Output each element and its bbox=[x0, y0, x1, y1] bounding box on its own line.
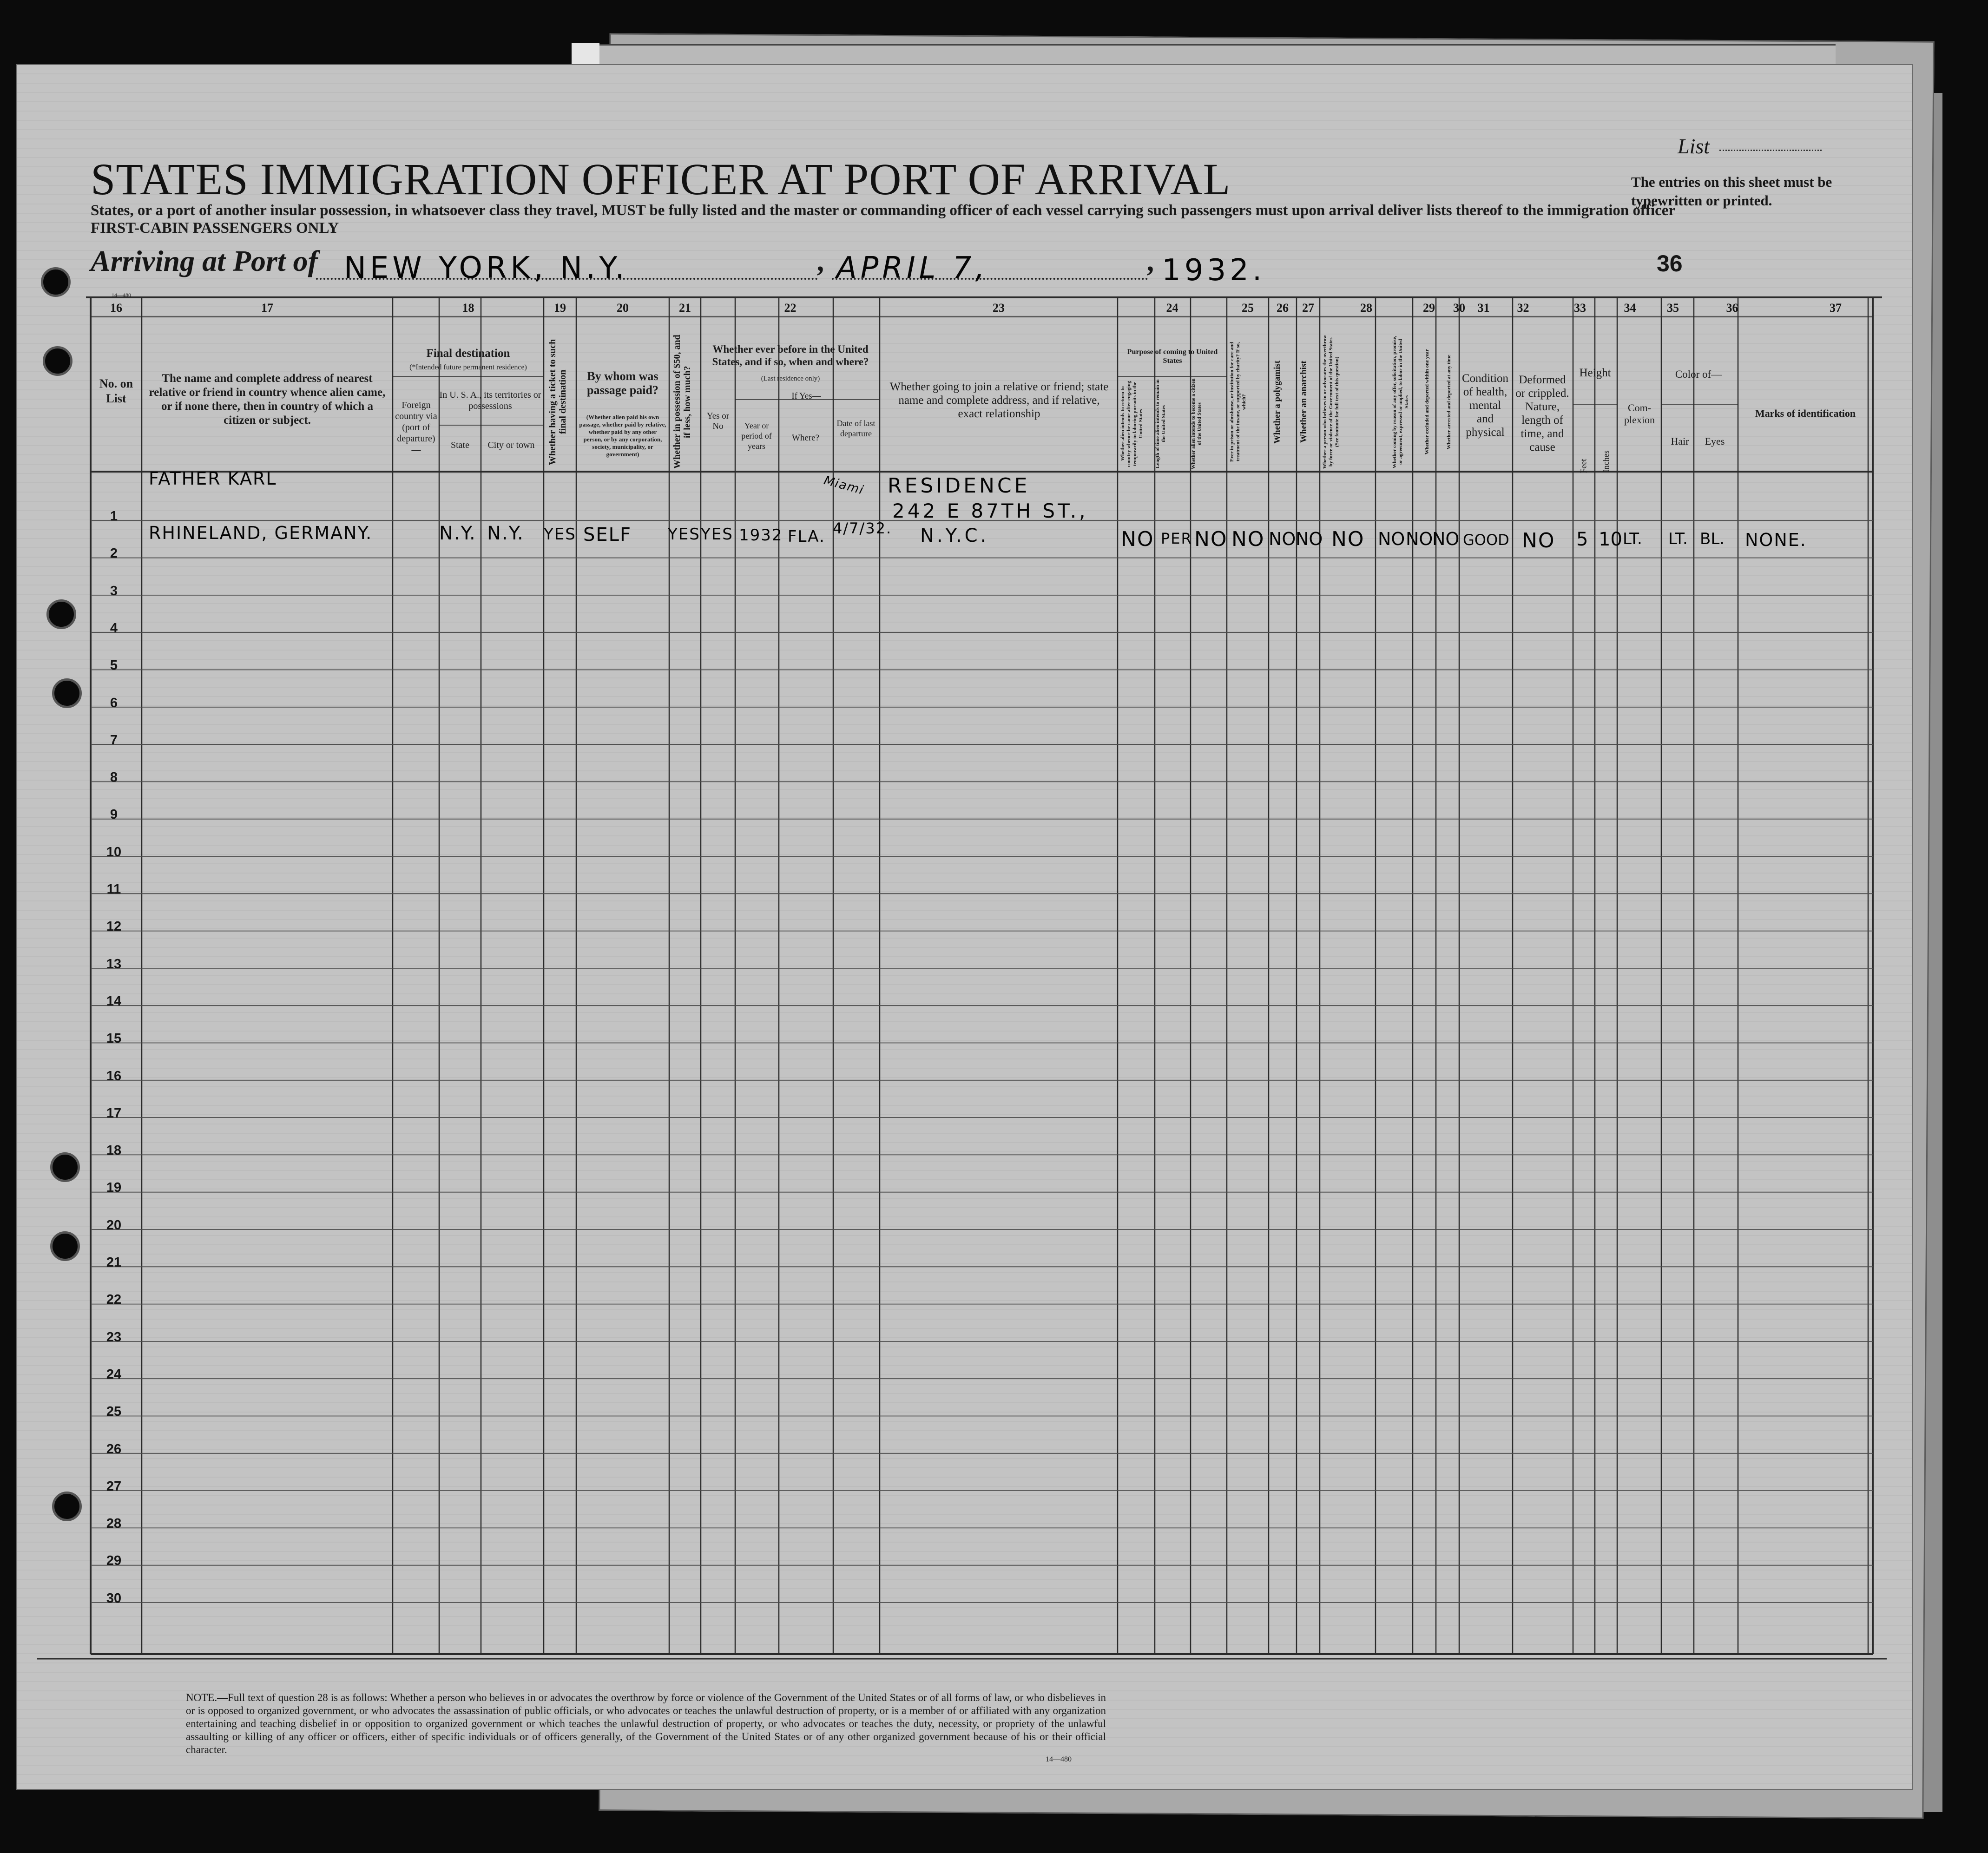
join-line-2: 242 E 87TH ST., bbox=[892, 499, 1088, 522]
col-num-32: 32 bbox=[1517, 301, 1529, 315]
row-number: 30 bbox=[106, 1590, 122, 1606]
anarchist-value: NO bbox=[1296, 529, 1323, 549]
health-value: GOOD bbox=[1463, 531, 1509, 549]
col-num-26: 26 bbox=[1277, 301, 1289, 315]
place-note: Miami bbox=[822, 473, 866, 498]
row-number: 23 bbox=[106, 1329, 122, 1345]
header-nearest-relative: The name and complete address of nearest relative or friend in country whence alien came, or if none there, then in country of which a citizen or subject. bbox=[149, 372, 386, 427]
complexion-value: LT. bbox=[1623, 530, 1642, 548]
header-ever-before-sub: (Last residence only) bbox=[761, 375, 820, 382]
paid-by-value: SELF bbox=[583, 524, 632, 545]
polygamist-value: NO bbox=[1269, 529, 1296, 549]
row-number: 4 bbox=[110, 620, 118, 636]
header-final-destination-sub: (*Intended future permanent residence) bbox=[409, 363, 527, 371]
departure-date-value: 4/7/32. bbox=[833, 519, 892, 537]
header-anarchist: Whether an anarchist bbox=[1299, 361, 1309, 443]
row-number: 6 bbox=[110, 695, 118, 710]
list-label: List bbox=[1678, 134, 1710, 158]
header-passage-paid-sub: (Whether alien paid his own passage, whether paid by relative, whether paid by any other person, or by any corporation, society, municipality, or government) bbox=[579, 414, 666, 458]
header-where: Where? bbox=[791, 433, 820, 443]
join-line-3: N.Y.C. bbox=[920, 525, 989, 546]
header-year-period: Year or period of years bbox=[741, 421, 772, 451]
col-num-33: 33 bbox=[1574, 301, 1586, 315]
header-state: State bbox=[451, 440, 469, 450]
join-line-1: RESIDENCE bbox=[888, 474, 1030, 498]
header-purpose-a: Whether alien intends to return to country whence he came after engaging temporarily in laboring pursuits in the United States bbox=[1120, 381, 1144, 467]
feet-value: 5 bbox=[1576, 529, 1589, 550]
row-number: 11 bbox=[106, 882, 121, 897]
header-marks: Marks of identification bbox=[1755, 407, 1856, 419]
col-num-18: 18 bbox=[462, 301, 474, 315]
row-number: 17 bbox=[106, 1105, 122, 1121]
header-passage-paid: By whom was passage paid? bbox=[587, 369, 658, 397]
col-num-28: 28 bbox=[1360, 301, 1372, 315]
col-num-23: 23 bbox=[993, 301, 1005, 315]
fifty-value: YES bbox=[668, 525, 700, 544]
header-no-on-list: No. on List bbox=[99, 377, 133, 405]
dest-city: N.Y. bbox=[487, 523, 524, 544]
header-eyes: Eyes bbox=[1705, 435, 1725, 447]
header-arrested: Whether arrested and deported at any time bbox=[1446, 355, 1452, 449]
header-date-departure: Date of last departure bbox=[836, 419, 876, 438]
hair-value: LT. bbox=[1668, 530, 1688, 548]
where-value: FLA. bbox=[788, 527, 825, 546]
sheet-number: 36 bbox=[1657, 250, 1683, 276]
col-num-20: 20 bbox=[617, 301, 629, 315]
row-number: 13 bbox=[106, 956, 122, 972]
header-ticket: Whether having a ticket to such final destination bbox=[547, 339, 568, 465]
header-purpose-c: Whether alien intends to become a citizen of the United States bbox=[1191, 378, 1202, 469]
row-number: 24 bbox=[106, 1367, 122, 1382]
row-number: 2 bbox=[110, 546, 118, 561]
col-num-30: 30 bbox=[1453, 301, 1465, 315]
col-num-27: 27 bbox=[1302, 301, 1314, 315]
header-final-destination: Final destination bbox=[426, 347, 510, 360]
row-number: 20 bbox=[106, 1217, 122, 1233]
relative-name: FATHER KARL bbox=[149, 468, 277, 489]
header-labor-offer: Whether coming by reason of any offer, solicitation, promise, or agreement, expressed or implied, to labor in the United States bbox=[1392, 335, 1409, 468]
row-number: 22 bbox=[106, 1292, 122, 1308]
col-num-21: 21 bbox=[679, 301, 691, 315]
col-num-25: 25 bbox=[1242, 301, 1254, 315]
header-excluded: Whether excluded and deported within one year bbox=[1424, 349, 1430, 455]
prison-value: NO bbox=[1231, 527, 1265, 551]
labor-value: NO bbox=[1378, 529, 1405, 549]
header-purpose: Purpose of coming to United States bbox=[1127, 348, 1218, 365]
col-num-36: 36 bbox=[1726, 301, 1738, 315]
header-yes-no: Yes or No bbox=[706, 411, 730, 431]
row-number: 1 bbox=[110, 509, 118, 524]
inches-value: 10 bbox=[1599, 529, 1622, 550]
purpose-a-value: NO bbox=[1121, 527, 1154, 551]
header-join-relative: Whether going to join a relative or friend; state name and complete address, and if relative, exact relationship bbox=[889, 381, 1109, 420]
col-num-19: 19 bbox=[554, 301, 566, 315]
row-number: 12 bbox=[106, 919, 122, 934]
row-number: 15 bbox=[106, 1031, 122, 1046]
arrested-value: NO bbox=[1432, 529, 1460, 549]
header-city: City or town bbox=[487, 440, 535, 450]
first-cabin-label: FIRST-CABIN PASSENGERS ONLY bbox=[91, 220, 339, 237]
row-number: 9 bbox=[110, 807, 118, 822]
page-title: STATES IMMIGRATION OFFICER AT PORT OF ARRIVAL bbox=[91, 154, 1231, 204]
row-number: 16 bbox=[106, 1068, 122, 1084]
row-number: 14 bbox=[106, 993, 122, 1009]
relative-address: RHINELAND, GERMANY. bbox=[149, 523, 373, 543]
row-number: 25 bbox=[106, 1404, 122, 1419]
year-before-value: 1932 bbox=[739, 526, 783, 545]
year-comma: , bbox=[1148, 244, 1155, 277]
purpose-b-value: PER bbox=[1161, 530, 1192, 547]
row-number: 8 bbox=[110, 770, 118, 785]
instruction-line: States, or a port of another insular possession, in whatsoever class they travel, MUST be fully listed and the master or commanding officer of each vessel carrying such passengers must upon arrival deliver lists thereof to the immigration officer bbox=[91, 202, 1676, 219]
marks-value: NONE. bbox=[1745, 530, 1807, 550]
row-number: 26 bbox=[106, 1441, 122, 1457]
row-number: 7 bbox=[110, 732, 118, 748]
col-num-37: 37 bbox=[1830, 301, 1842, 315]
col-num-29: 29 bbox=[1423, 301, 1435, 315]
row-number: 29 bbox=[106, 1553, 122, 1569]
header-foreign-country: Foreign country via (port of departure)— bbox=[395, 400, 437, 455]
header-overthrow: Whether a person who believes in or advocates the overthrow by force or violence of the Government of the United States (See footnote for full text of this question) bbox=[1322, 335, 1340, 469]
port-value: NEW YORK, N.Y. bbox=[344, 251, 628, 285]
header-complexion: Com- plexion bbox=[1624, 402, 1655, 426]
row-number: 28 bbox=[106, 1516, 122, 1531]
col-num-22: 22 bbox=[784, 301, 797, 315]
purpose-c-value: NO bbox=[1194, 527, 1228, 551]
col-num-35: 35 bbox=[1667, 301, 1679, 315]
header-prison: Ever in prison or almshouse, or institution for care and treatment of the insane, or supported by charity? If so, which? bbox=[1229, 342, 1247, 462]
excluded-value: NO bbox=[1406, 529, 1433, 549]
header-height: Height bbox=[1579, 367, 1611, 379]
row-number: 10 bbox=[106, 844, 122, 860]
col-num-16: 16 bbox=[110, 301, 122, 315]
comma: , bbox=[818, 244, 825, 277]
row-number: 19 bbox=[106, 1180, 122, 1196]
corner-code: 14—480 bbox=[112, 292, 131, 298]
date-value: APRIL 7, bbox=[836, 251, 988, 285]
header-health: Condition of health, mental and physical bbox=[1461, 372, 1508, 439]
col-num-17: 17 bbox=[261, 301, 273, 315]
form-code: 14—480 bbox=[1046, 1755, 1072, 1763]
row-number: 3 bbox=[110, 583, 118, 598]
arriving-label: Arriving at Port of bbox=[91, 244, 318, 277]
before-value: YES bbox=[701, 525, 733, 544]
year-value: 1932. bbox=[1162, 253, 1266, 288]
row-number: 27 bbox=[106, 1478, 122, 1494]
header-deformed: Deformed or crippled. Nature, length of time, and cause bbox=[1515, 374, 1569, 453]
eyes-value: BL. bbox=[1700, 530, 1725, 548]
dest-state: N.Y. bbox=[439, 523, 476, 544]
header-if-yes: If Yes— bbox=[791, 391, 821, 401]
header-usa: In U. S. A., its territories or possessions bbox=[439, 390, 541, 411]
header-purpose-b: Length of time alien intends to remain in the United States bbox=[1155, 379, 1166, 468]
header-inches: Inches bbox=[1601, 450, 1611, 473]
col-num-34: 34 bbox=[1624, 301, 1636, 315]
row-number: 18 bbox=[106, 1143, 122, 1158]
row-number: 5 bbox=[110, 658, 118, 673]
header-hair: Hair bbox=[1671, 435, 1689, 447]
deformed-value: NO bbox=[1522, 529, 1555, 552]
col-num-24: 24 bbox=[1166, 301, 1178, 315]
row-number: 21 bbox=[106, 1255, 122, 1270]
ticket-value: YES bbox=[544, 525, 576, 544]
typewritten-notice: The entries on this sheet must be typewritten or printed. bbox=[1631, 174, 1832, 209]
header-color-of: Color of— bbox=[1675, 368, 1722, 380]
header-polygamist: Whether a polygamist bbox=[1272, 360, 1282, 444]
footnote-question-28: NOTE.—Full text of question 28 is as follows: Whether a person who believes in or advocates the overthrow by force or violence of the Government of the United States or of all forms of law, or who disbelieves in or is opposed to organized government, or who advocates the assassination of public officials, or who advocates or teaches the unlawful destruction of property, or is a member of or affiliated with any organization entertaining and teaching disbelief in or opposition to organized government or which teaches the unlawful destruction of property, or who advocates or teaches the duty, necessity, or propriety of the unlawful assaulting or killing of any officer or officers, either of specific individuals or of officers generally, of the Government of the United States or of any other organized government because of his or their official character. bbox=[186, 1692, 1106, 1755]
col-num-31: 31 bbox=[1477, 301, 1490, 315]
overthrow-value: NO bbox=[1331, 527, 1365, 551]
header-feet: Feet bbox=[1579, 459, 1588, 473]
header-ever-before: Whether ever before in the United States, and if so, when and where? bbox=[712, 343, 869, 368]
header-fifty-dollars: Whether in possession of $50, and if less, how much? bbox=[672, 335, 692, 469]
